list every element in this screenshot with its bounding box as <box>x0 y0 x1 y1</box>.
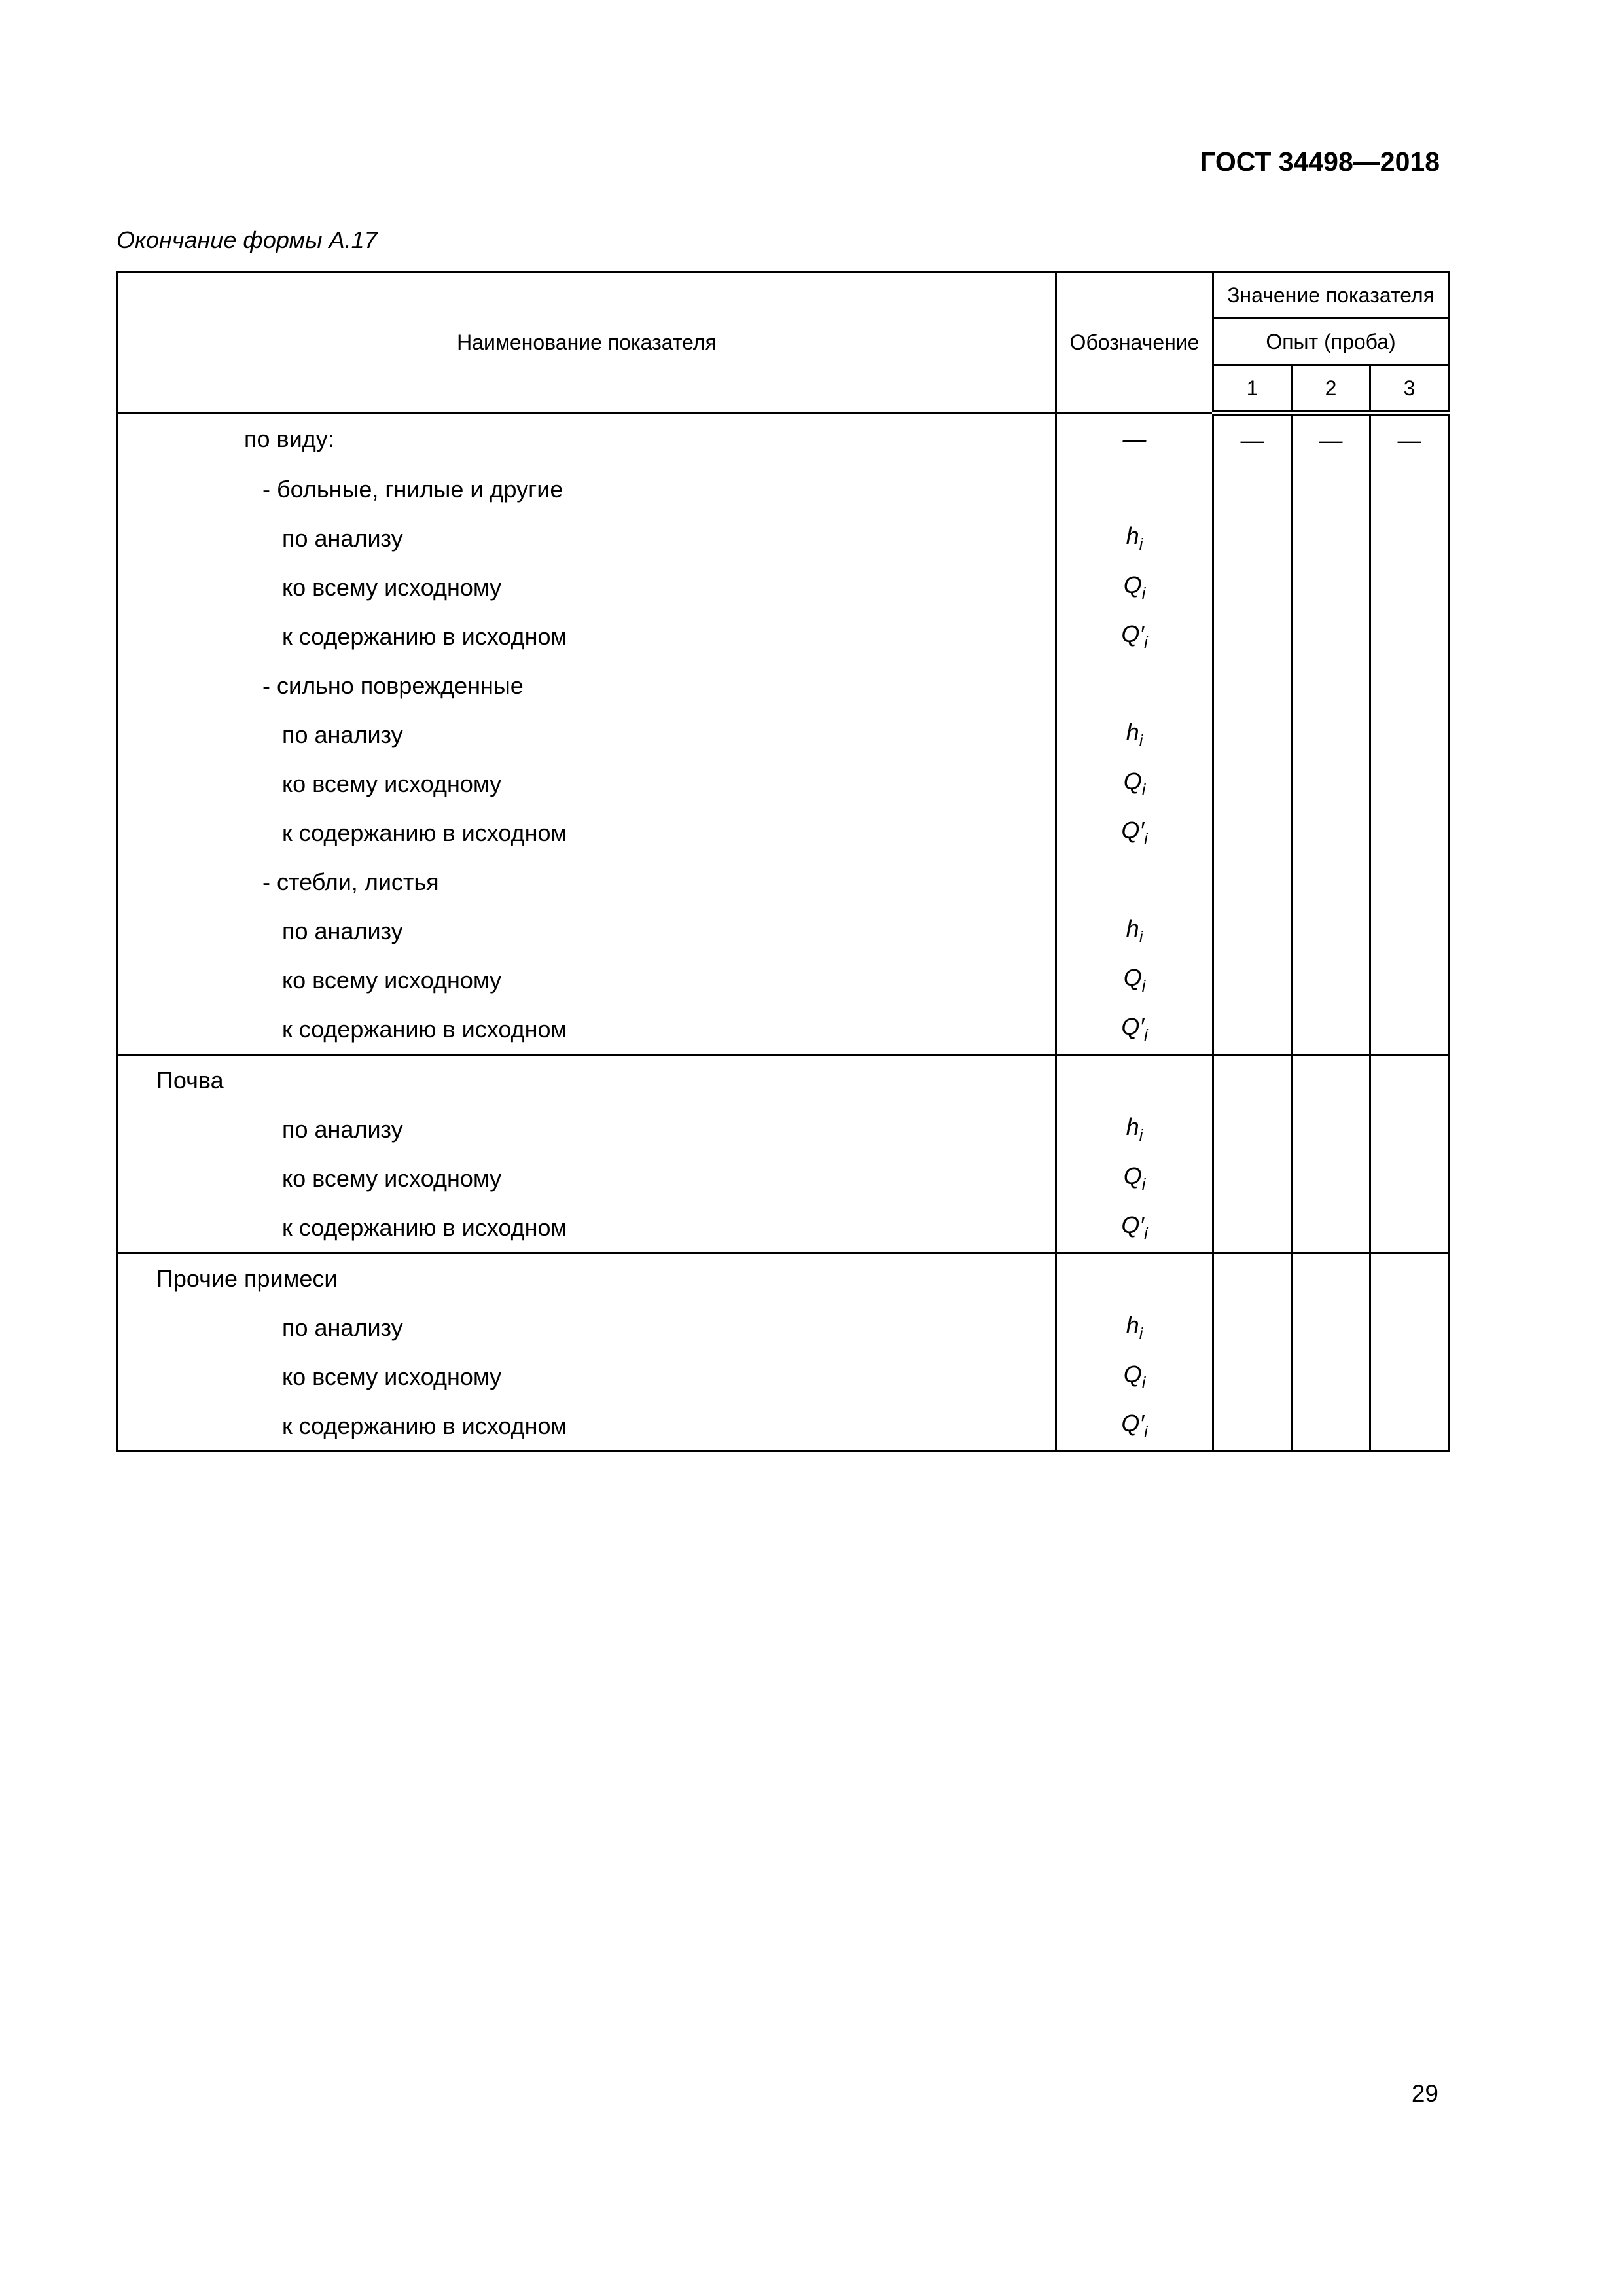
header-trial-1: 1 <box>1213 365 1292 414</box>
value-cell-trial-2 <box>1292 1055 1370 1105</box>
value-cell-trial-3 <box>1370 1154 1449 1203</box>
row-label: по анализу <box>118 1303 1056 1352</box>
value-cell-trial-3 <box>1370 661 1449 710</box>
header-indicator-name: Наименование показателя <box>118 272 1056 414</box>
value-cell-trial-1 <box>1213 808 1292 857</box>
row-label: ко всему исходному <box>118 956 1056 1005</box>
value-cell-trial-1 <box>1213 612 1292 661</box>
row-label: к содержанию в исходном <box>118 612 1056 661</box>
row-label: к содержанию в исходном <box>118 1005 1056 1055</box>
row-symbol: $h_i$ <box>1056 710 1213 759</box>
table-row <box>118 759 1449 808</box>
value-cell-trial-2 <box>1292 612 1370 661</box>
row-label: по анализу <box>118 710 1056 759</box>
value-cell-trial-3 <box>1370 1303 1449 1352</box>
row-symbol <box>1056 661 1213 710</box>
header-indicator-value: Значение показателя <box>1213 272 1449 319</box>
value-cell-trial-3 <box>1370 1352 1449 1401</box>
table-row <box>118 710 1449 759</box>
table-row <box>118 413 1449 465</box>
value-cell-trial-2 <box>1292 661 1370 710</box>
value-cell-trial-3 <box>1370 759 1449 808</box>
table-row <box>118 1055 1449 1105</box>
row-symbol: $Q_i$ <box>1056 759 1213 808</box>
value-cell-trial-2 <box>1292 1154 1370 1203</box>
value-cell-trial-3 <box>1370 1055 1449 1105</box>
table-row <box>118 1401 1449 1452</box>
row-symbol: $Q_i$ <box>1056 1154 1213 1203</box>
value-cell-trial-3 <box>1370 1253 1449 1304</box>
table-row <box>118 906 1449 956</box>
value-cell-trial-3 <box>1370 857 1449 906</box>
page-number: 29 <box>1411 2080 1438 2107</box>
value-cell-trial-3 <box>1370 563 1449 612</box>
table-row <box>118 857 1449 906</box>
value-cell-trial-2 <box>1292 514 1370 563</box>
value-cell-trial-2 <box>1292 710 1370 759</box>
header-symbol: Обозначение <box>1056 272 1213 414</box>
value-cell-trial-2 <box>1292 808 1370 857</box>
table-row <box>118 465 1449 514</box>
value-cell-trial-2: — <box>1292 413 1370 465</box>
row-label: - больные, гнилые и другие <box>118 465 1056 514</box>
value-cell-trial-3 <box>1370 808 1449 857</box>
row-symbol <box>1056 465 1213 514</box>
row-label: по виду: <box>118 413 1056 465</box>
table-row <box>118 1005 1449 1055</box>
value-cell-trial-3 <box>1370 465 1449 514</box>
value-cell-trial-2 <box>1292 857 1370 906</box>
header-trial: Опыт (проба) <box>1213 319 1449 365</box>
table-row <box>118 1303 1449 1352</box>
row-label: к содержанию в исходном <box>118 1203 1056 1253</box>
table-row <box>118 956 1449 1005</box>
value-cell-trial-2 <box>1292 906 1370 956</box>
row-label: к содержанию в исходном <box>118 808 1056 857</box>
value-cell-trial-1 <box>1213 759 1292 808</box>
row-symbol: $h_i$ <box>1056 514 1213 563</box>
table-row <box>118 1203 1449 1253</box>
row-symbol: $Q_i$ <box>1056 563 1213 612</box>
table-row <box>118 514 1449 563</box>
value-cell-trial-1 <box>1213 1401 1292 1452</box>
row-label: ко всему исходному <box>118 759 1056 808</box>
table-row <box>118 563 1449 612</box>
row-label: по анализу <box>118 906 1056 956</box>
value-cell-trial-2 <box>1292 1105 1370 1154</box>
value-cell-trial-1 <box>1213 710 1292 759</box>
value-cell-trial-3 <box>1370 514 1449 563</box>
row-label: - сильно поврежденные <box>118 661 1056 710</box>
table-row <box>118 1105 1449 1154</box>
value-cell-trial-3 <box>1370 1401 1449 1452</box>
row-symbol: $Q'_i$ <box>1056 1401 1213 1452</box>
table-row <box>118 612 1449 661</box>
value-cell-trial-3 <box>1370 1005 1449 1055</box>
value-cell-trial-2 <box>1292 1401 1370 1452</box>
value-cell-trial-1 <box>1213 1055 1292 1105</box>
row-label: Почва <box>118 1055 1056 1105</box>
value-cell-trial-2 <box>1292 1352 1370 1401</box>
indicator-table <box>116 271 1450 1452</box>
value-cell-trial-2 <box>1292 1253 1370 1304</box>
value-cell-trial-1 <box>1213 1154 1292 1203</box>
row-label: - стебли, листья <box>118 857 1056 906</box>
row-symbol: $Q'_i$ <box>1056 612 1213 661</box>
value-cell-trial-3 <box>1370 612 1449 661</box>
value-cell-trial-3: — <box>1370 413 1449 465</box>
value-cell-trial-2 <box>1292 465 1370 514</box>
row-label: ко всему исходному <box>118 1154 1056 1203</box>
row-symbol: $Q'_i$ <box>1056 1203 1213 1253</box>
row-label: ко всему исходному <box>118 563 1056 612</box>
value-cell-trial-3 <box>1370 906 1449 956</box>
row-label: по анализу <box>118 1105 1056 1154</box>
row-symbol <box>1056 1253 1213 1304</box>
value-cell-trial-1 <box>1213 563 1292 612</box>
header-trial-2: 2 <box>1292 365 1370 414</box>
value-cell-trial-1 <box>1213 1303 1292 1352</box>
value-cell-trial-1 <box>1213 1005 1292 1055</box>
value-cell-trial-1 <box>1213 514 1292 563</box>
value-cell-trial-2 <box>1292 956 1370 1005</box>
value-cell-trial-1 <box>1213 1253 1292 1304</box>
value-cell-trial-1 <box>1213 1352 1292 1401</box>
row-symbol: $h_i$ <box>1056 1105 1213 1154</box>
row-symbol: $Q_i$ <box>1056 1352 1213 1401</box>
row-label: к содержанию в исходном <box>118 1401 1056 1452</box>
value-cell-trial-1 <box>1213 465 1292 514</box>
value-cell-trial-2 <box>1292 1303 1370 1352</box>
value-cell-trial-2 <box>1292 1203 1370 1253</box>
value-cell-trial-2 <box>1292 759 1370 808</box>
row-symbol <box>1056 857 1213 906</box>
value-cell-trial-1 <box>1213 956 1292 1005</box>
row-symbol: $h_i$ <box>1056 906 1213 956</box>
value-cell-trial-1 <box>1213 857 1292 906</box>
value-cell-trial-1 <box>1213 1203 1292 1253</box>
value-cell-trial-1 <box>1213 1105 1292 1154</box>
row-symbol: $Q_i$ <box>1056 956 1213 1005</box>
row-symbol: — <box>1056 413 1213 465</box>
row-symbol: $Q'_i$ <box>1056 1005 1213 1055</box>
value-cell-trial-2 <box>1292 1005 1370 1055</box>
value-cell-trial-1 <box>1213 906 1292 956</box>
row-symbol: $h_i$ <box>1056 1303 1213 1352</box>
value-cell-trial-2 <box>1292 563 1370 612</box>
header-trial-3: 3 <box>1370 365 1449 414</box>
form-caption: Окончание формы А.17 <box>116 226 378 253</box>
document-standard-number: ГОСТ 34498—2018 <box>1200 147 1440 177</box>
table-row <box>118 661 1449 710</box>
table-row <box>118 808 1449 857</box>
row-label: по анализу <box>118 514 1056 563</box>
row-label: ко всему исходному <box>118 1352 1056 1401</box>
table-row <box>118 1253 1449 1304</box>
value-cell-trial-1: — <box>1213 413 1292 465</box>
value-cell-trial-3 <box>1370 1203 1449 1253</box>
table-row <box>118 1154 1449 1203</box>
table-row <box>118 1352 1449 1401</box>
value-cell-trial-3 <box>1370 710 1449 759</box>
row-symbol: $Q'_i$ <box>1056 808 1213 857</box>
row-symbol <box>1056 1055 1213 1105</box>
value-cell-trial-3 <box>1370 1105 1449 1154</box>
value-cell-trial-1 <box>1213 661 1292 710</box>
row-label: Прочие примеси <box>118 1253 1056 1304</box>
value-cell-trial-3 <box>1370 956 1449 1005</box>
